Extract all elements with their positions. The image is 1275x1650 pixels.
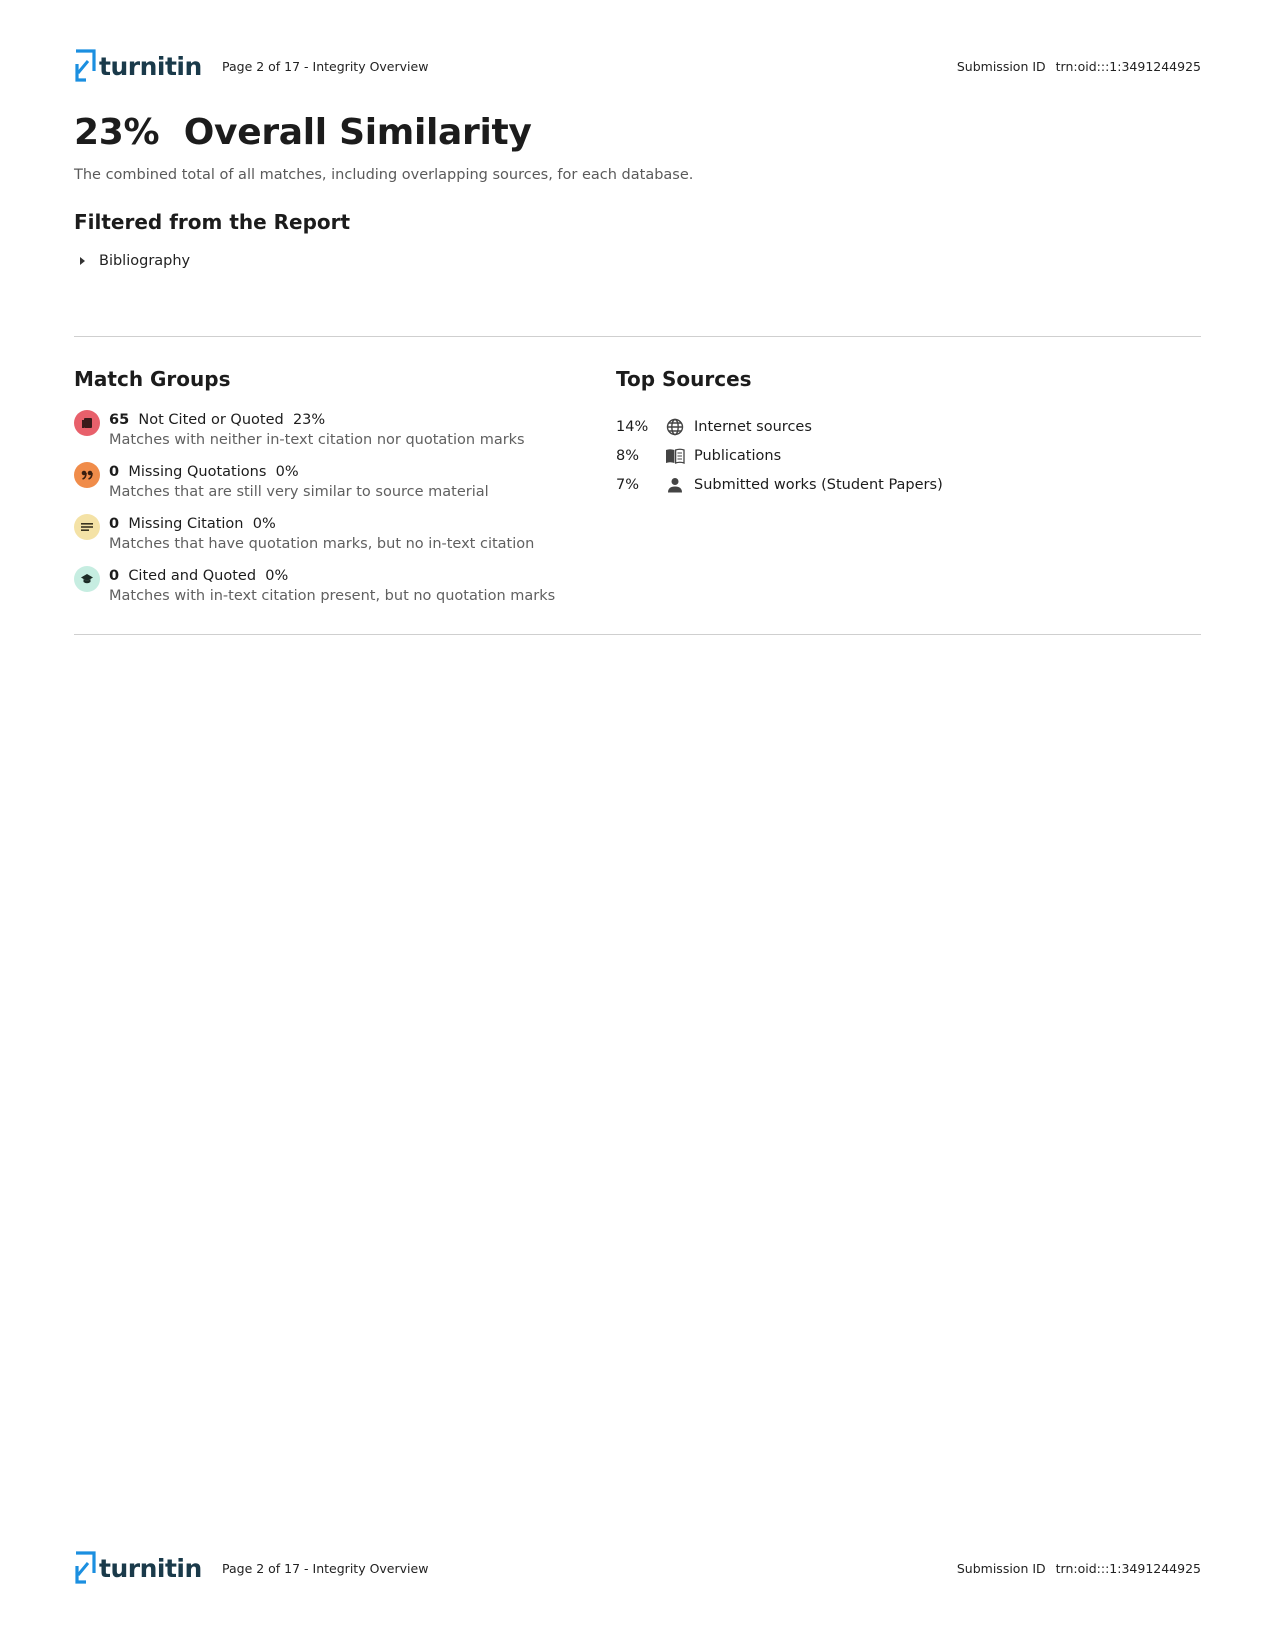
page-title: 23% Overall Similarity	[74, 112, 532, 153]
match-group-not-cited	[74, 410, 555, 462]
submission-label: Submission ID	[956, 1560, 1046, 1576]
match-label: Cited and Quoted	[128, 568, 257, 584]
source-percent: 7%	[616, 476, 640, 493]
match-percent: 0%	[252, 516, 276, 532]
submission-id	[957, 1561, 1201, 1576]
match-count: 65	[109, 412, 130, 428]
quote-icon	[74, 462, 100, 488]
top-sources-title: Top Sources	[616, 367, 752, 391]
match-label: Missing Citation	[128, 516, 244, 532]
source-label: Internet sources	[694, 418, 812, 435]
turnitin-logo	[74, 1551, 222, 1585]
page-footer	[74, 1548, 1201, 1588]
document-icon	[74, 410, 100, 436]
match-count: 0	[109, 516, 120, 532]
match-groups-title: Match Groups	[74, 367, 231, 391]
logo-wordmark: turnitin	[99, 51, 202, 81]
globe-icon	[664, 417, 686, 437]
source-percent: 14%	[616, 418, 649, 435]
source-internet	[616, 412, 943, 441]
match-percent: 0%	[265, 568, 289, 584]
source-publications	[616, 441, 943, 470]
match-count: 0	[109, 464, 120, 480]
filtered-title: Filtered from the Report	[74, 210, 351, 234]
source-submitted-works	[616, 470, 943, 499]
source-label: Submitted works (Student Papers)	[694, 476, 943, 493]
page-info: Page 2 of 17 - Integrity Overview	[222, 58, 429, 74]
top-sources-list	[616, 412, 943, 499]
divider	[74, 634, 1201, 635]
match-description: Matches with in-text citation present, but no quotation marks	[109, 588, 556, 604]
submission-value: trn:oid:::1:3491244925	[1055, 1560, 1201, 1576]
turnitin-logo	[74, 49, 222, 83]
match-label: Not Cited or Quoted	[138, 412, 284, 428]
filter-item-label: Bibliography	[99, 253, 191, 269]
match-percent: 23%	[292, 412, 326, 428]
page-info: Page 2 of 17 - Integrity Overview	[222, 1560, 429, 1576]
match-group-cited-quoted	[74, 566, 555, 618]
caret-right-icon	[80, 257, 85, 265]
turnitin-mark-icon	[74, 1551, 96, 1585]
match-description: Matches that are still very similar to source material	[109, 484, 489, 500]
graduation-cap-icon	[74, 566, 100, 592]
match-percent: 0%	[275, 464, 299, 480]
divider	[74, 336, 1201, 337]
filter-item-bibliography[interactable]	[80, 253, 190, 269]
match-groups-list	[74, 410, 555, 618]
submission-label: Submission ID	[956, 58, 1046, 74]
logo-wordmark: turnitin	[99, 1553, 202, 1583]
turnitin-mark-icon	[74, 49, 96, 83]
match-description: Matches with neither in-text citation nor quotation marks	[109, 432, 525, 448]
match-description: Matches that have quotation marks, but no in-text citation	[109, 536, 535, 552]
submission-id	[957, 59, 1201, 74]
book-icon	[664, 446, 686, 466]
match-label: Missing Quotations	[128, 464, 267, 480]
person-icon	[664, 475, 686, 495]
match-group-missing-quotations	[74, 462, 555, 514]
match-count: 0	[109, 568, 120, 584]
source-percent: 8%	[616, 447, 640, 464]
page-header	[74, 46, 1201, 86]
match-group-missing-citation	[74, 514, 555, 566]
source-label: Publications	[694, 447, 782, 464]
page-subtitle: The combined total of all matches, including overlapping sources, for each database.	[74, 167, 694, 183]
lines-icon	[74, 514, 100, 540]
submission-value: trn:oid:::1:3491244925	[1055, 58, 1201, 74]
